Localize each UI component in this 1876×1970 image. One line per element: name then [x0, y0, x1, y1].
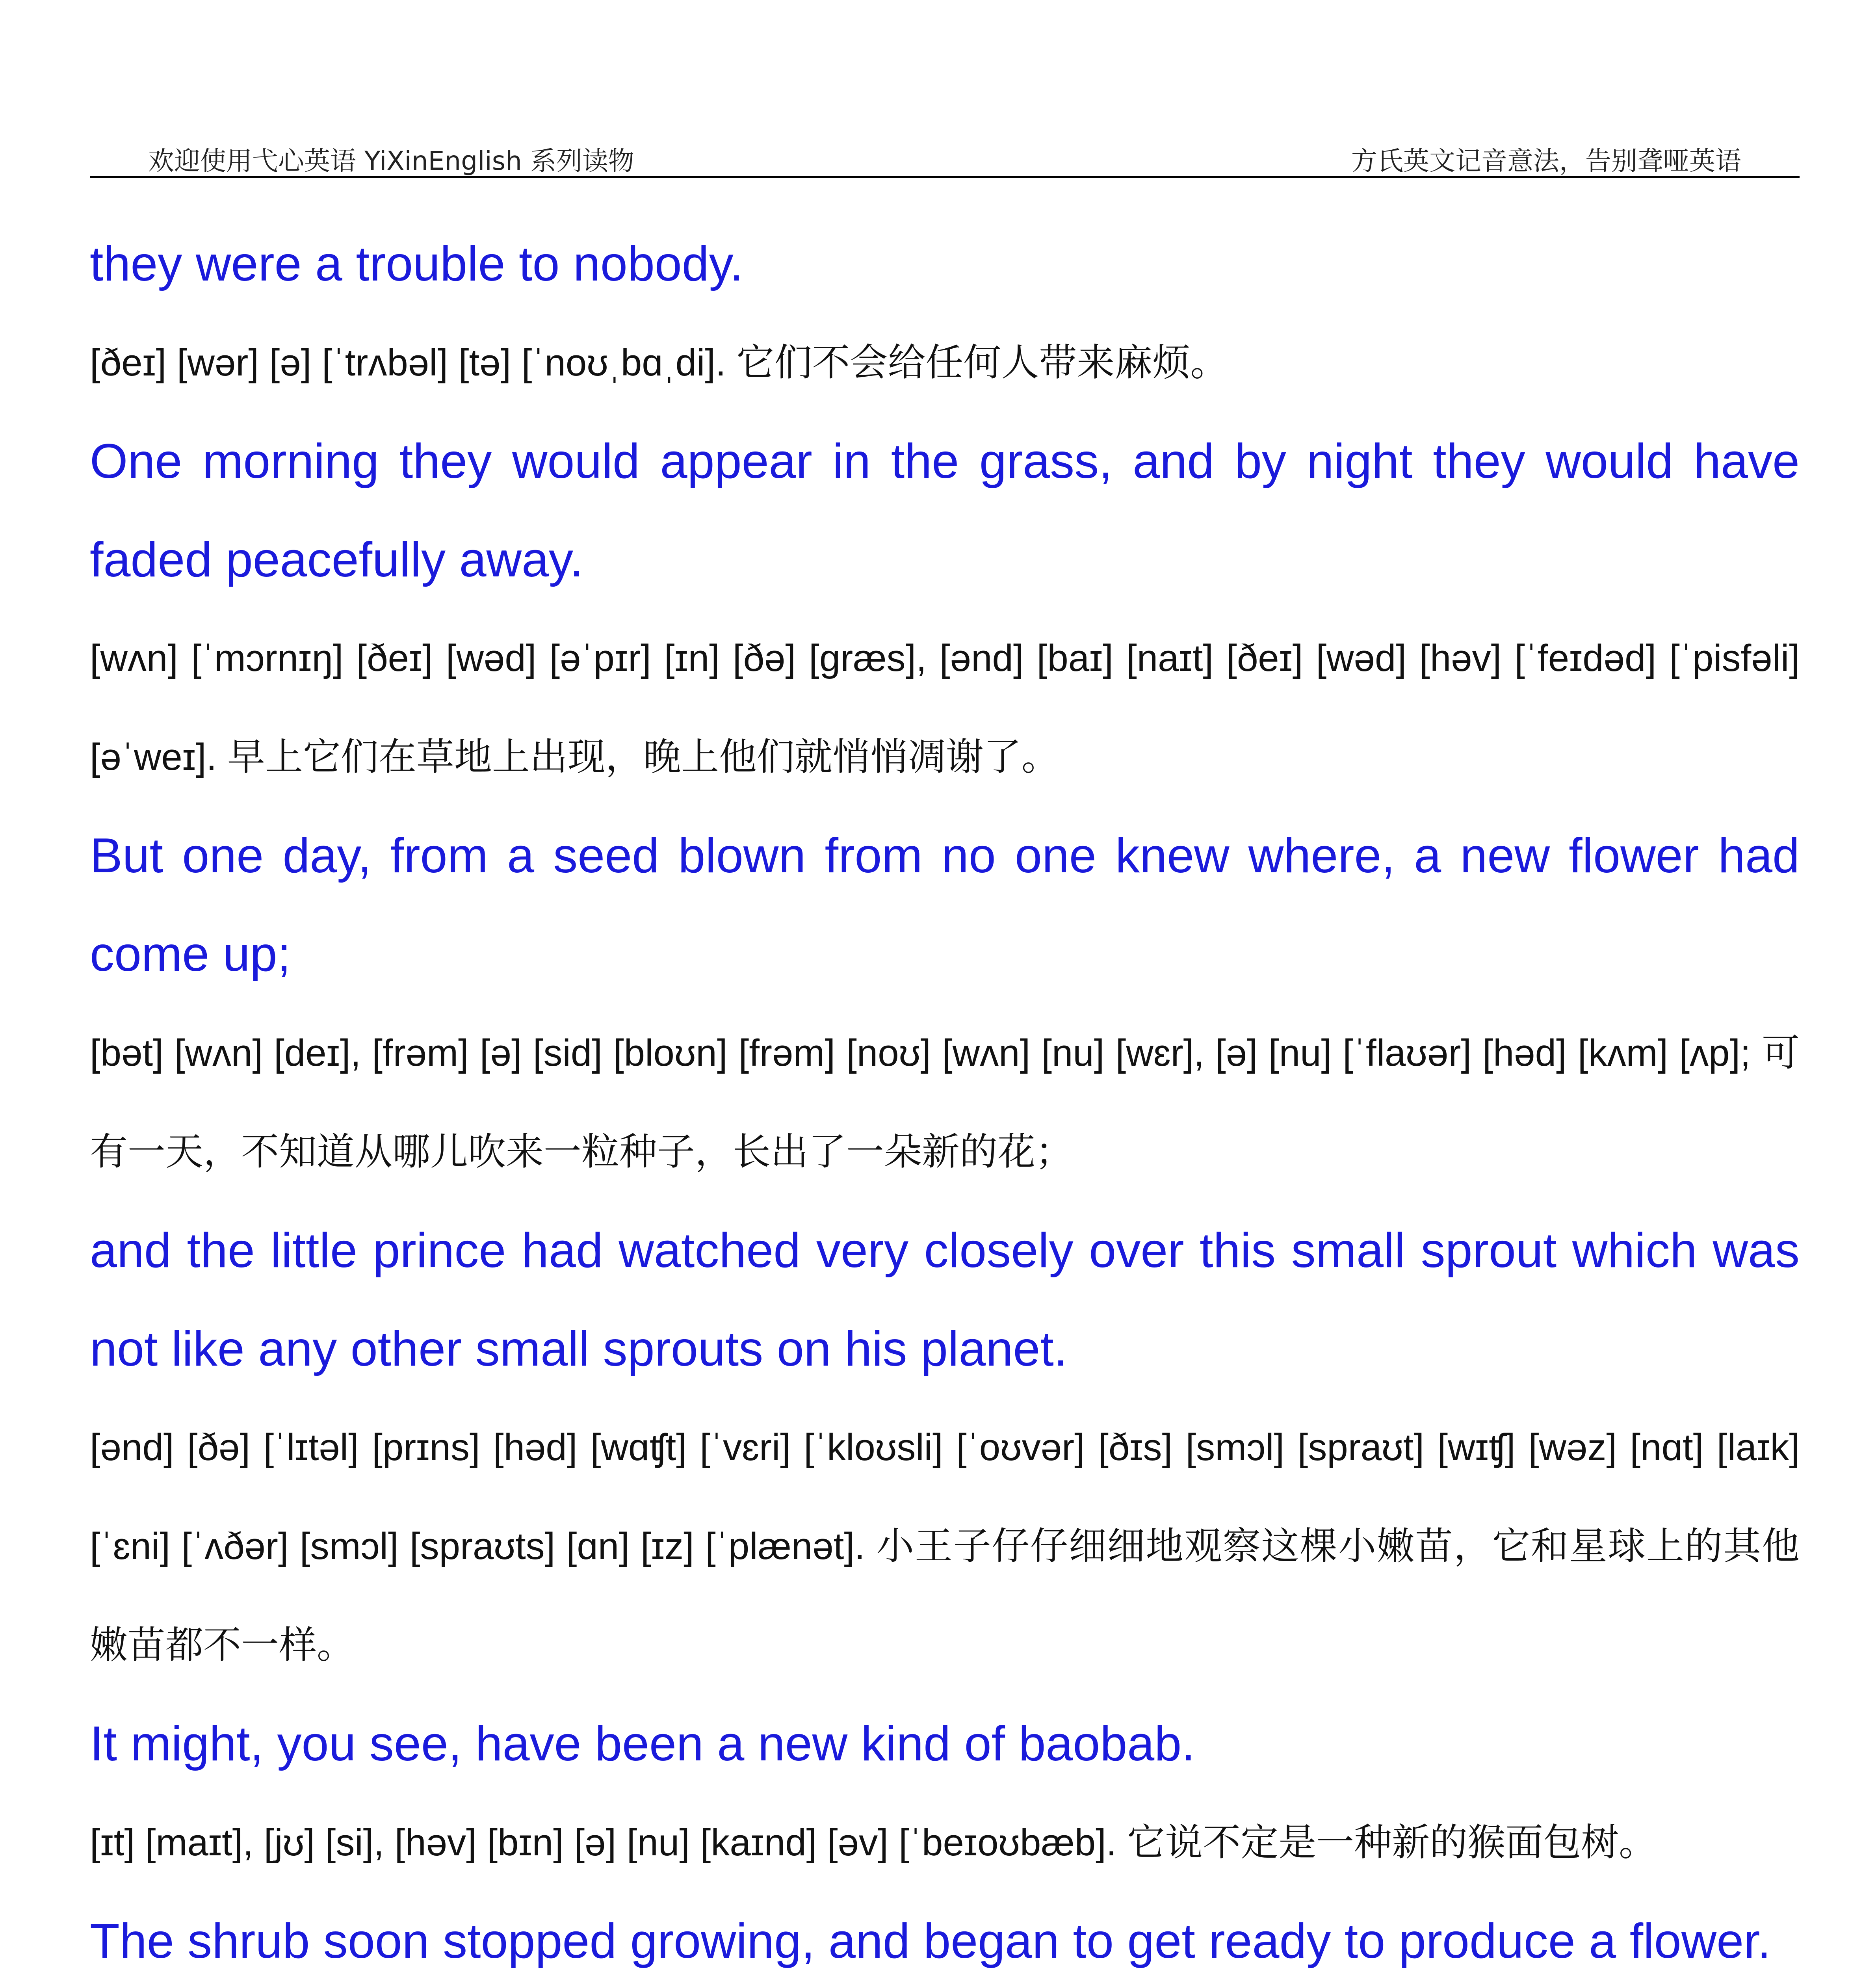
- phonetic-transcription: [ɪt] [maɪt], [jʊ] [si], [həv] [bɪn] [ə] [nu] [kaɪnd] [əv] [ˈbeɪoʊbæb].: [90, 1821, 1117, 1864]
- phonetic-line: [90, 609, 1800, 807]
- phonetic-transcription: [wʌn] [ˈmɔrnɪŋ] [ðeɪ] [wəd] [əˈpɪr] [ɪn] [ðə] [græs], [ənd] [baɪ] [naɪt] [ðeɪ] [wəd] [həv] [ˈfeɪdəd] [ˈpisfəli] [əˈweɪ].: [90, 637, 1800, 778]
- chinese-translation: 它们不会给任何人带来麻烦。: [736, 340, 1228, 385]
- phonetic-transcription: [ənd] [ðə] [ˈlɪtəl] [prɪns] [həd] [wɑʧt] [ˈvɛri] [ˈkloʊsli] [ˈoʊvər] [ðɪs] [smɔl] [spraʊt] [wɪʧ] [wəz] [nɑt] [laɪk] [ˈɛni] [ˈʌðər] [smɔl] [spraʊts] [ɑn] [ɪz] [ˈplænət].: [90, 1426, 1800, 1567]
- english-sentence: It might, you see, have been a new kind of baobab.: [90, 1717, 1195, 1771]
- english-sentence: they were a trouble to nobody.: [90, 237, 743, 291]
- english-sentence: But one day, from a seed blown from no one knew where, a new flower had come up;: [90, 829, 1800, 981]
- header-left-text: 欢迎使用弋心英语 YiXinEnglish 系列读物: [148, 146, 634, 176]
- chinese-translation: 可有一天，不知道从哪儿吹来一粒种子，长出了一朵新的花；: [90, 1031, 1800, 1174]
- phonetic-line: [90, 313, 1800, 412]
- phonetic-transcription: [ðeɪ] [wər] [ə] [ˈtrʌbəl] [tə] [ˈnoʊˌbɑˌdi].: [90, 342, 726, 384]
- phonetic-line: [90, 1398, 1800, 1695]
- reading-content: [90, 215, 1800, 1970]
- phonetic-transcription: [bət] [wʌn] [deɪ], [frəm] [ə] [sid] [bloʊn] [frəm] [noʊ] [wʌn] [nu] [wɛr], [ə] [nu] [ˈflaʊər] [həd] [kʌm] [ʌp];: [90, 1032, 1751, 1074]
- english-sentence: and the little prince had watched very closely over this small sprout which was not like any other small sprouts on his planet.: [90, 1223, 1800, 1376]
- chinese-translation: 早上它们在草地上出现，晚上他们就悄悄凋谢了。: [227, 735, 1059, 779]
- english-sentence: One morning they would appear in the grass, and by night they would have faded peacefully away.: [90, 434, 1800, 587]
- phonetic-line: [90, 1793, 1800, 1892]
- page-header: [90, 140, 1800, 178]
- header-right-text: 方氏英文记音意法，告别聋哑英语: [1351, 146, 1741, 176]
- english-sentence: The shrub soon stopped growing, and began to get ready to produce a flower.: [90, 1914, 1771, 1968]
- chinese-translation: 它说不定是一种新的猴面包树。: [1127, 1820, 1657, 1864]
- phonetic-line: [90, 1004, 1800, 1201]
- chinese-translation: 小王子仔仔细细地观察这棵小嫩苗，它和星球上的其他嫩苗都不一样。: [90, 1524, 1800, 1667]
